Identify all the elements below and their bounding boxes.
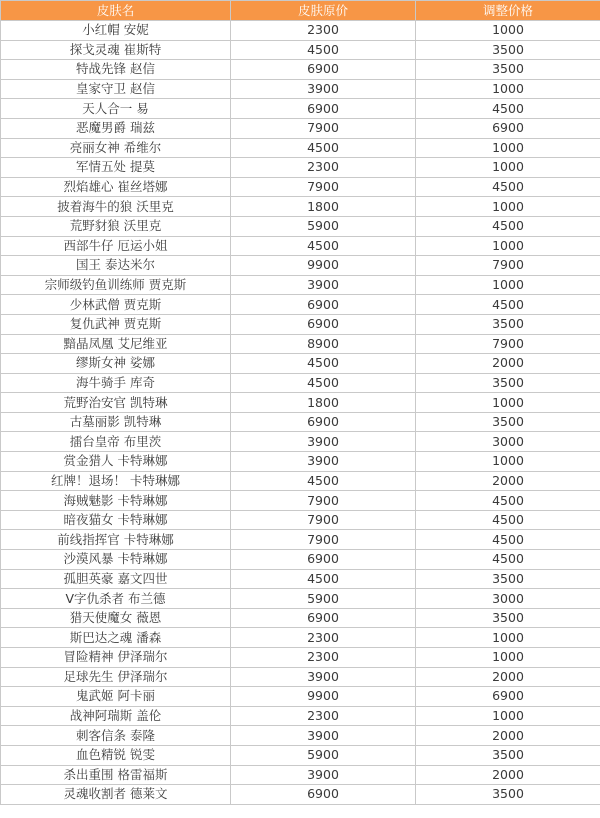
original-price-cell: 6900 <box>231 412 416 432</box>
original-price-cell: 4500 <box>231 373 416 393</box>
original-price-cell: 4500 <box>231 569 416 589</box>
skin-name-cell: 海牛骑手 库奇 <box>1 373 231 393</box>
skin-name-cell: 特战先锋 赵信 <box>1 60 231 80</box>
original-price-cell: 2300 <box>231 628 416 648</box>
adjusted-price-cell: 3500 <box>416 785 600 805</box>
adjusted-price-cell: 7900 <box>416 256 600 276</box>
skin-name-cell: 沙漠风暴 卡特琳娜 <box>1 550 231 570</box>
skin-name-cell: 战神阿瑞斯 盖伦 <box>1 706 231 726</box>
skin-name-cell: 前线指挥官 卡特琳娜 <box>1 530 231 550</box>
skin-name-cell: 足球先生 伊泽瑞尔 <box>1 667 231 687</box>
skin-name-cell: 荒野治安官 凯特琳 <box>1 393 231 413</box>
adjusted-price-cell: 4500 <box>416 295 600 315</box>
skin-name-cell: 探戈灵魂 崔斯特 <box>1 40 231 60</box>
original-price-cell: 3900 <box>231 765 416 785</box>
adjusted-price-cell: 3000 <box>416 432 600 452</box>
adjusted-price-cell: 2000 <box>416 765 600 785</box>
adjusted-price-cell: 1000 <box>416 197 600 217</box>
table-row <box>1 589 600 609</box>
adjusted-price-cell: 3500 <box>416 373 600 393</box>
original-price-cell: 9900 <box>231 256 416 276</box>
table-row <box>1 726 600 746</box>
adjusted-price-cell: 1000 <box>416 236 600 256</box>
skin-name-cell: 恶魔男爵 瑞兹 <box>1 118 231 138</box>
adjusted-price-cell: 1000 <box>416 628 600 648</box>
skin-name-cell: 血色精锐 锐雯 <box>1 745 231 765</box>
table-row <box>1 412 600 432</box>
header-skin-name: 皮肤名 <box>1 1 231 21</box>
skin-name-cell: 古墓丽影 凯特琳 <box>1 412 231 432</box>
table-row <box>1 158 600 178</box>
original-price-cell: 7900 <box>231 491 416 511</box>
skin-name-cell: 天人合一 易 <box>1 99 231 119</box>
skin-name-cell: 刺客信条 泰隆 <box>1 726 231 746</box>
table-row <box>1 765 600 785</box>
adjusted-price-cell: 3500 <box>416 608 600 628</box>
skin-name-cell: 斯巴达之魂 潘森 <box>1 628 231 648</box>
table-row <box>1 216 600 236</box>
skin-name-cell: 亮丽女神 希维尔 <box>1 138 231 158</box>
skin-name-cell: 西部牛仔 厄运小姐 <box>1 236 231 256</box>
table-row <box>1 118 600 138</box>
adjusted-price-cell: 1000 <box>416 452 600 472</box>
table-row <box>1 138 600 158</box>
table-row <box>1 628 600 648</box>
table-row <box>1 648 600 668</box>
skin-name-cell: 灵魂收割者 德莱文 <box>1 785 231 805</box>
adjusted-price-cell: 2000 <box>416 354 600 374</box>
original-price-cell: 3900 <box>231 726 416 746</box>
table-row <box>1 510 600 530</box>
original-price-cell: 6900 <box>231 99 416 119</box>
table-row <box>1 550 600 570</box>
original-price-cell: 2300 <box>231 706 416 726</box>
table-row <box>1 432 600 452</box>
adjusted-price-cell: 1000 <box>416 138 600 158</box>
table-row <box>1 354 600 374</box>
adjusted-price-cell: 1000 <box>416 158 600 178</box>
original-price-cell: 7900 <box>231 118 416 138</box>
adjusted-price-cell: 1000 <box>416 706 600 726</box>
adjusted-price-cell: 3000 <box>416 589 600 609</box>
skin-name-cell: 国王 泰达米尔 <box>1 256 231 276</box>
table-row <box>1 236 600 256</box>
adjusted-price-cell: 2000 <box>416 667 600 687</box>
original-price-cell: 1800 <box>231 197 416 217</box>
adjusted-price-cell: 3500 <box>416 569 600 589</box>
skin-name-cell: 小红帽 安妮 <box>1 21 231 41</box>
table-row <box>1 608 600 628</box>
original-price-cell: 6900 <box>231 60 416 80</box>
skin-name-cell: 荒野豺狼 沃里克 <box>1 216 231 236</box>
original-price-cell: 2300 <box>231 21 416 41</box>
table-row <box>1 745 600 765</box>
original-price-cell: 4500 <box>231 354 416 374</box>
skin-name-cell: 烈焰雄心 崔丝塔娜 <box>1 177 231 197</box>
skin-name-cell: 军情五处 提莫 <box>1 158 231 178</box>
table-row <box>1 334 600 354</box>
adjusted-price-cell: 1000 <box>416 393 600 413</box>
table-row <box>1 785 600 805</box>
skin-name-cell: 冒险精神 伊泽瑞尔 <box>1 648 231 668</box>
table-row <box>1 314 600 334</box>
adjusted-price-cell: 4500 <box>416 99 600 119</box>
original-price-cell: 6900 <box>231 785 416 805</box>
skin-name-cell: 复仇武神 贾克斯 <box>1 314 231 334</box>
skin-name-cell: 缪斯女神 娑娜 <box>1 354 231 374</box>
adjusted-price-cell: 1000 <box>416 79 600 99</box>
original-price-cell: 6900 <box>231 608 416 628</box>
adjusted-price-cell: 1000 <box>416 648 600 668</box>
original-price-cell: 7900 <box>231 510 416 530</box>
skin-name-cell: 孤胆英豪 嘉文四世 <box>1 569 231 589</box>
original-price-cell: 5900 <box>231 745 416 765</box>
adjusted-price-cell: 2000 <box>416 471 600 491</box>
original-price-cell: 7900 <box>231 177 416 197</box>
skin-name-cell: 宗师级钓鱼训练师 贾克斯 <box>1 275 231 295</box>
skin-name-cell: 猎天使魔女 薇恩 <box>1 608 231 628</box>
skin-name-cell: 黯晶凤凰 艾尼维亚 <box>1 334 231 354</box>
table-row <box>1 21 600 41</box>
original-price-cell: 3900 <box>231 79 416 99</box>
adjusted-price-cell: 6900 <box>416 687 600 707</box>
adjusted-price-cell: 3500 <box>416 314 600 334</box>
original-price-cell: 7900 <box>231 530 416 550</box>
original-price-cell: 3900 <box>231 432 416 452</box>
original-price-cell: 6900 <box>231 550 416 570</box>
adjusted-price-cell: 6900 <box>416 118 600 138</box>
original-price-cell: 2300 <box>231 158 416 178</box>
original-price-cell: 2300 <box>231 648 416 668</box>
table-row <box>1 569 600 589</box>
table-row <box>1 99 600 119</box>
original-price-cell: 6900 <box>231 314 416 334</box>
skin-name-cell: 少林武僧 贾克斯 <box>1 295 231 315</box>
original-price-cell: 1800 <box>231 393 416 413</box>
adjusted-price-cell: 3500 <box>416 60 600 80</box>
table-row <box>1 60 600 80</box>
skin-name-cell: 杀出重围 格雷福斯 <box>1 765 231 785</box>
adjusted-price-cell: 4500 <box>416 216 600 236</box>
skin-name-cell: 海贼魅影 卡特琳娜 <box>1 491 231 511</box>
table-row <box>1 706 600 726</box>
original-price-cell: 9900 <box>231 687 416 707</box>
adjusted-price-cell: 3500 <box>416 745 600 765</box>
adjusted-price-cell: 4500 <box>416 550 600 570</box>
table-row <box>1 177 600 197</box>
adjusted-price-cell: 4500 <box>416 491 600 511</box>
skin-name-cell: 皇家守卫 赵信 <box>1 79 231 99</box>
table-body <box>1 21 600 805</box>
adjusted-price-cell: 1000 <box>416 275 600 295</box>
table-row <box>1 256 600 276</box>
skin-name-cell: 鬼武姬 阿卡丽 <box>1 687 231 707</box>
original-price-cell: 4500 <box>231 471 416 491</box>
original-price-cell: 6900 <box>231 295 416 315</box>
table-row <box>1 275 600 295</box>
adjusted-price-cell: 4500 <box>416 530 600 550</box>
original-price-cell: 5900 <box>231 589 416 609</box>
adjusted-price-cell: 4500 <box>416 510 600 530</box>
table-row <box>1 40 600 60</box>
header-original-price: 皮肤原价 <box>231 1 416 21</box>
adjusted-price-cell: 1000 <box>416 21 600 41</box>
table-row <box>1 530 600 550</box>
table-row <box>1 667 600 687</box>
adjusted-price-cell: 4500 <box>416 177 600 197</box>
skin-name-cell: 赏金猎人 卡特琳娜 <box>1 452 231 472</box>
table-row <box>1 197 600 217</box>
table-row <box>1 393 600 413</box>
adjusted-price-cell: 3500 <box>416 40 600 60</box>
original-price-cell: 4500 <box>231 40 416 60</box>
original-price-cell: 5900 <box>231 216 416 236</box>
adjusted-price-cell: 7900 <box>416 334 600 354</box>
skin-name-cell: V字仇杀者 布兰德 <box>1 589 231 609</box>
original-price-cell: 8900 <box>231 334 416 354</box>
original-price-cell: 3900 <box>231 275 416 295</box>
table-header-row <box>1 1 600 21</box>
original-price-cell: 3900 <box>231 667 416 687</box>
skin-name-cell: 披着海牛的狼 沃里克 <box>1 197 231 217</box>
skin-name-cell: 红牌！退场！ 卡特琳娜 <box>1 471 231 491</box>
skin-name-cell: 擂台皇帝 布里茨 <box>1 432 231 452</box>
skin-name-cell: 暗夜猫女 卡特琳娜 <box>1 510 231 530</box>
table-row <box>1 452 600 472</box>
table-row <box>1 79 600 99</box>
adjusted-price-cell: 3500 <box>416 412 600 432</box>
table-row <box>1 687 600 707</box>
table-row <box>1 491 600 511</box>
original-price-cell: 4500 <box>231 138 416 158</box>
header-adjusted-price: 调整价格 <box>416 1 600 21</box>
table-row <box>1 471 600 491</box>
original-price-cell: 4500 <box>231 236 416 256</box>
table-row <box>1 373 600 393</box>
original-price-cell: 3900 <box>231 452 416 472</box>
adjusted-price-cell: 2000 <box>416 726 600 746</box>
table-row <box>1 295 600 315</box>
